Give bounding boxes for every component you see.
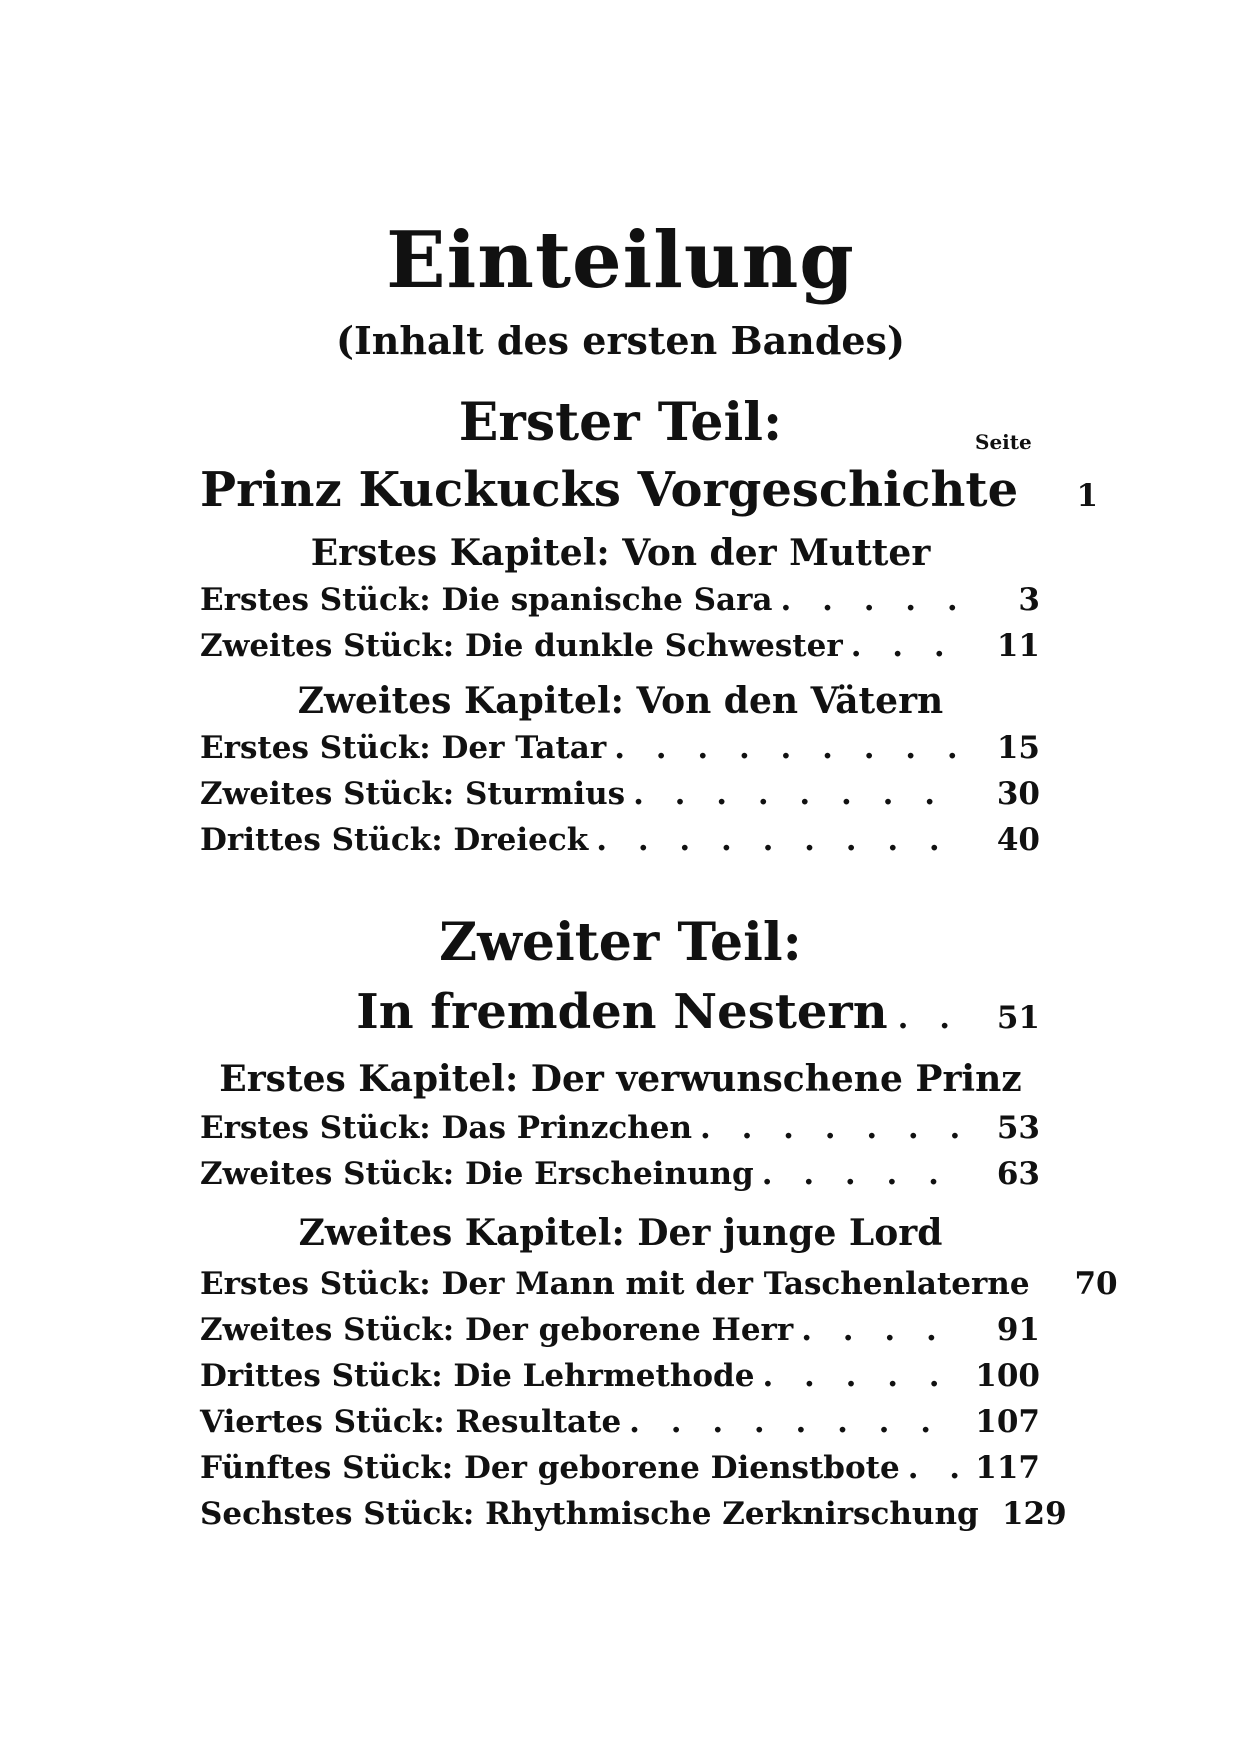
leader-dots: . . <box>897 1000 960 1036</box>
seite-label: Seite <box>975 430 1032 454</box>
part-2-title: In fremden Nestern <box>356 984 888 1040</box>
part-1-chapter-2-title: Zweites Kapitel: Von den Vätern <box>297 680 944 722</box>
entry-label: Zweites Stück: Der geborene Herr <box>200 1312 794 1348</box>
entry-page: 129 <box>1001 1496 1067 1532</box>
leader-dots <box>588 822 960 858</box>
entry-label: Drittes Stück: Die Lehrmethode <box>200 1358 755 1394</box>
part-2-chapter-2-title: Zweites Kapitel: Der junge Lord <box>298 1212 943 1254</box>
toc-entry <box>200 1450 1040 1494</box>
entry-page: 15 <box>996 730 1040 766</box>
entry-page: 63 <box>996 1156 1040 1192</box>
entry-label: Erstes Stück: Der Mann mit der Taschenlaterne <box>200 1266 1030 1302</box>
part-1-label: Erster Teil: <box>458 392 783 453</box>
toc-entry <box>200 1156 1040 1200</box>
page-subtitle: (Inhalt des ersten Bandes) <box>336 318 905 363</box>
leader-dots <box>1030 1266 1038 1302</box>
toc-entry <box>200 822 1040 866</box>
part-1-title: Prinz Kuckucks Vorgeschichte <box>200 462 1019 518</box>
entry-label: Drittes Stück: Dreieck <box>200 822 589 858</box>
leader-dots <box>900 1450 960 1486</box>
entry-label: Zweites Stück: Die Erscheinung <box>200 1156 754 1192</box>
toc-entry <box>200 730 1040 774</box>
leader-dots <box>843 628 960 664</box>
entry-label: Fünftes Stück: Der geborene Dienstbote <box>200 1450 900 1486</box>
leader-dots <box>625 776 960 812</box>
entry-label: Sechstes Stück: Rhythmische Zerknirschung <box>200 1496 979 1532</box>
entry-page: 117 <box>975 1450 1040 1486</box>
entry-label: Zweites Stück: Die dunkle Schwester <box>200 628 843 664</box>
entry-page: 40 <box>996 822 1040 858</box>
toc-entry <box>200 1358 1040 1402</box>
entry-label: Erstes Stück: Das Prinzchen <box>200 1110 692 1146</box>
part-2-chapter-1-title: Erstes Kapitel: Der verwunschene Prinz <box>219 1058 1022 1100</box>
leader-dots <box>754 1156 960 1192</box>
toc-entry <box>200 628 1040 672</box>
entry-page: 30 <box>996 776 1040 812</box>
leader-dots <box>692 1110 960 1146</box>
part-1-heading <box>200 462 1099 518</box>
toc-entry <box>200 776 1040 820</box>
entry-label: Erstes Stück: Der Tatar <box>200 730 607 766</box>
entry-label: Zweites Stück: Sturmius <box>200 776 626 812</box>
leader-dots <box>754 1358 960 1394</box>
leader-dots <box>979 1496 987 1532</box>
toc-entry <box>200 1404 1040 1448</box>
entry-page: 100 <box>975 1358 1040 1394</box>
part-2-page: 51 <box>996 1000 1040 1036</box>
part-2-heading <box>200 984 1040 1040</box>
toc-entry <box>200 582 1040 626</box>
entry-page: 107 <box>975 1404 1040 1440</box>
page-title: Einteilung <box>386 215 855 306</box>
toc-entry <box>200 1110 1040 1154</box>
entry-page: 70 <box>1074 1266 1118 1302</box>
leader-dots <box>621 1404 960 1440</box>
part-1-chapter-1-title: Erstes Kapitel: Von der Mutter <box>310 532 931 574</box>
leader-dots <box>606 730 960 766</box>
toc-entry <box>200 1266 1118 1310</box>
part-2-label: Zweiter Teil: <box>439 912 802 973</box>
entry-label: Erstes Stück: Die spanische Sara <box>200 582 773 618</box>
part-2-title-wrap <box>200 984 980 1040</box>
leader-dots <box>773 582 960 618</box>
entry-page: 11 <box>996 628 1040 664</box>
toc-entry <box>200 1496 1067 1540</box>
toc-entry <box>200 1312 1040 1356</box>
entry-page: 3 <box>1018 582 1040 618</box>
entry-page: 53 <box>996 1110 1040 1146</box>
entry-label: Viertes Stück: Resultate <box>200 1404 622 1440</box>
entry-page: 91 <box>996 1312 1040 1348</box>
leader-dots <box>793 1312 960 1348</box>
part-1-page: 1 <box>1076 478 1099 514</box>
